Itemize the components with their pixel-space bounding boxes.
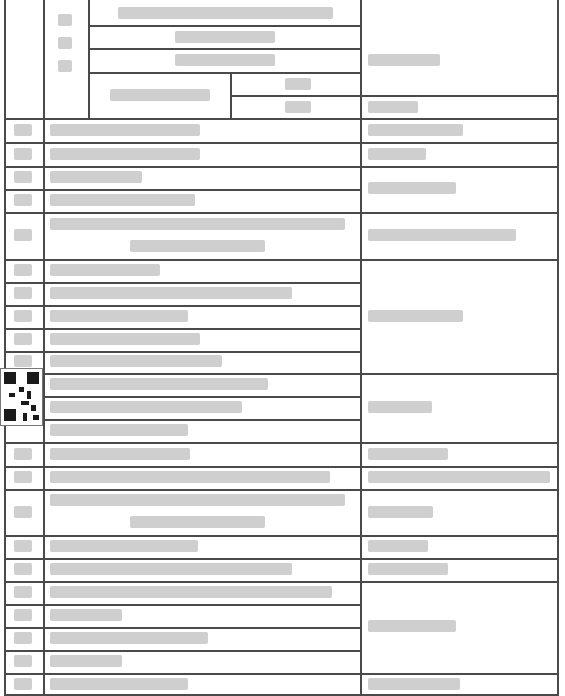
left-border bbox=[4, 0, 6, 696]
text-placeholder bbox=[50, 218, 345, 230]
row-line bbox=[4, 328, 360, 330]
row-line bbox=[4, 466, 557, 468]
row-line bbox=[4, 419, 360, 421]
text-placeholder bbox=[58, 60, 72, 72]
row-line bbox=[4, 558, 557, 560]
text-placeholder bbox=[368, 401, 432, 413]
text-placeholder bbox=[50, 471, 330, 483]
text-placeholder bbox=[50, 586, 332, 598]
text-placeholder bbox=[50, 378, 268, 390]
right-border bbox=[557, 0, 559, 696]
row-line bbox=[4, 212, 557, 214]
text-placeholder bbox=[368, 620, 456, 632]
text-placeholder bbox=[50, 310, 188, 322]
row-line bbox=[88, 72, 360, 74]
row-line bbox=[4, 396, 360, 398]
text-placeholder bbox=[130, 240, 265, 252]
row-line bbox=[4, 581, 557, 583]
text-placeholder bbox=[175, 31, 275, 43]
text-placeholder bbox=[368, 229, 516, 241]
column-divider-subgroup bbox=[88, 0, 90, 118]
text-placeholder bbox=[50, 632, 208, 644]
text-placeholder bbox=[175, 54, 275, 66]
text-placeholder bbox=[50, 333, 200, 345]
text-placeholder bbox=[50, 148, 200, 160]
row-line bbox=[360, 95, 557, 97]
row-line bbox=[4, 118, 557, 120]
text-placeholder bbox=[368, 678, 460, 690]
row-line bbox=[4, 627, 360, 629]
row-line bbox=[4, 604, 360, 606]
row-line bbox=[4, 373, 557, 375]
text-placeholder bbox=[50, 424, 188, 436]
row-line bbox=[88, 48, 360, 50]
text-placeholder bbox=[130, 516, 265, 528]
text-placeholder bbox=[14, 171, 32, 183]
text-placeholder bbox=[14, 148, 32, 160]
text-placeholder bbox=[368, 471, 550, 483]
qr-code-icon bbox=[0, 368, 43, 426]
row-line bbox=[4, 305, 360, 307]
text-placeholder bbox=[14, 632, 32, 644]
text-placeholder bbox=[58, 14, 72, 26]
text-placeholder bbox=[368, 124, 463, 136]
column-divider-number bbox=[43, 0, 45, 696]
text-placeholder bbox=[50, 194, 195, 206]
text-placeholder bbox=[14, 471, 32, 483]
row-line bbox=[88, 25, 360, 27]
row-line bbox=[4, 535, 557, 537]
row-line bbox=[4, 694, 557, 696]
text-placeholder bbox=[14, 655, 32, 667]
text-placeholder bbox=[368, 310, 463, 322]
row-line bbox=[4, 673, 557, 675]
text-placeholder bbox=[14, 287, 32, 299]
text-placeholder bbox=[14, 609, 32, 621]
text-placeholder bbox=[14, 563, 32, 575]
text-placeholder bbox=[58, 37, 72, 49]
text-placeholder bbox=[50, 678, 188, 690]
text-placeholder bbox=[50, 401, 242, 413]
text-placeholder bbox=[368, 54, 440, 66]
row-line bbox=[4, 351, 360, 353]
text-placeholder bbox=[50, 448, 190, 460]
text-placeholder bbox=[50, 609, 122, 621]
text-placeholder bbox=[368, 182, 456, 194]
text-placeholder bbox=[50, 655, 122, 667]
text-placeholder bbox=[14, 333, 32, 345]
text-placeholder bbox=[14, 355, 32, 367]
text-placeholder bbox=[50, 171, 142, 183]
text-placeholder bbox=[368, 148, 426, 160]
row-line bbox=[230, 95, 360, 97]
text-placeholder bbox=[368, 506, 433, 518]
text-placeholder bbox=[14, 229, 32, 241]
text-placeholder bbox=[368, 563, 448, 575]
text-placeholder bbox=[368, 540, 428, 552]
text-placeholder bbox=[50, 563, 292, 575]
row-line bbox=[4, 259, 557, 261]
row-line bbox=[4, 650, 360, 652]
row-line bbox=[4, 489, 557, 491]
text-placeholder bbox=[110, 89, 210, 101]
text-placeholder bbox=[14, 264, 32, 276]
text-placeholder bbox=[368, 448, 448, 460]
row-line bbox=[4, 282, 360, 284]
text-placeholder bbox=[50, 494, 345, 506]
row-line bbox=[4, 442, 557, 444]
text-placeholder bbox=[50, 540, 198, 552]
text-placeholder bbox=[14, 124, 32, 136]
text-placeholder bbox=[368, 101, 418, 113]
text-placeholder bbox=[14, 586, 32, 598]
text-placeholder bbox=[14, 678, 32, 690]
row-line bbox=[4, 142, 557, 144]
text-placeholder bbox=[14, 194, 32, 206]
text-placeholder bbox=[50, 264, 160, 276]
text-placeholder bbox=[50, 287, 292, 299]
text-placeholder bbox=[285, 101, 311, 113]
text-placeholder bbox=[50, 124, 200, 136]
text-placeholder bbox=[14, 448, 32, 460]
text-placeholder bbox=[14, 310, 32, 322]
text-placeholder bbox=[50, 355, 222, 367]
text-placeholder bbox=[14, 506, 32, 518]
row-line bbox=[4, 189, 360, 191]
text-placeholder bbox=[285, 78, 311, 90]
text-placeholder bbox=[14, 540, 32, 552]
text-placeholder bbox=[118, 7, 333, 19]
row-line bbox=[4, 166, 557, 168]
column-divider-date bbox=[360, 0, 362, 696]
